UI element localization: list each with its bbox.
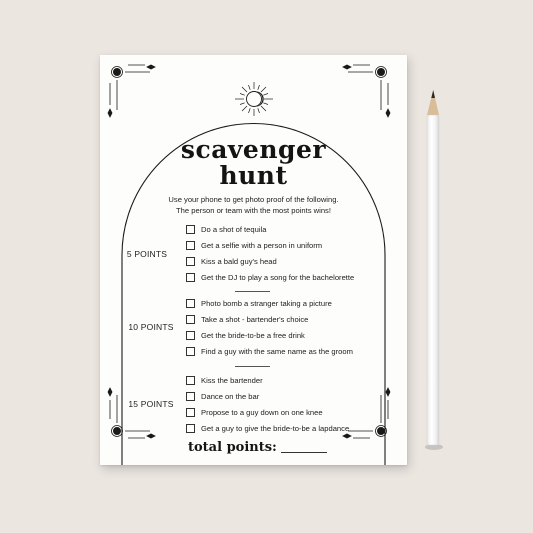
checklist-item[interactable] [186,223,266,235]
item-label: Do a shot of tequila [201,224,267,234]
pencil-lead [431,90,435,98]
total-points [188,440,327,455]
title-line-1: scavenger [180,135,327,164]
checklist-item[interactable] [186,390,259,402]
checkbox[interactable] [186,347,195,356]
title-line-2: hunt [219,161,288,190]
separator [235,291,270,292]
item-label: Get the DJ to play a song for the bachelorette [201,272,355,282]
instructions [100,194,407,216]
separator [235,366,270,367]
item-label: Get the bride-to-be a free drink [201,330,305,340]
checklist-item[interactable] [186,297,332,309]
item-label: Kiss the bartender [201,375,263,385]
item-label: Find a guy with the same name as the groom [201,346,353,356]
item-label: Propose to a guy down on one knee [201,407,323,417]
checklist-item[interactable] [186,422,349,434]
points-label-5: 5 POINTS [126,249,168,259]
total-points-field[interactable] [281,452,327,453]
checklist-item[interactable] [186,406,323,418]
checklist-item[interactable] [186,374,263,386]
checkbox[interactable] [186,376,195,385]
item-label: Dance on the bar [201,391,260,401]
corner-ornament-top-right [343,65,390,117]
item-label: Get a selfie with a person in uniform [201,240,323,250]
corner-ornament-top-left [108,65,155,117]
checkbox[interactable] [186,273,195,282]
corner-ornament-bottom-right [343,388,390,438]
checkbox[interactable] [186,331,195,340]
checkbox[interactable] [186,257,195,266]
checkbox[interactable] [186,424,195,433]
checkbox[interactable] [186,241,195,250]
points-label-15: 15 POINTS [128,399,174,409]
item-label: Take a shot - bartender's choice [201,314,309,324]
checklist-item[interactable] [186,313,308,325]
checklist-item[interactable] [186,329,305,341]
instructions-line-2: The person or team with the most points wins! [176,206,331,215]
checkbox[interactable] [186,315,195,324]
checklist-item[interactable] [186,345,353,357]
checklist-item[interactable] [186,271,354,283]
checklist-item[interactable] [186,255,277,267]
checklist-item[interactable] [186,239,322,251]
checkbox[interactable] [186,392,195,401]
game-card [100,55,407,465]
checkbox[interactable] [186,299,195,308]
item-label: Get a guy to give the bride-to-be a lapdance [201,423,350,433]
corner-ornament-bottom-left [108,388,155,438]
pencil [418,85,448,455]
checkbox[interactable] [186,408,195,417]
item-label: Photo bomb a stranger taking a picture [201,298,332,308]
sun-moon-icon [235,82,273,116]
points-label-10: 10 POINTS [128,322,174,332]
instructions-line-1: Use your phone to get photo proof of the following. [168,195,339,204]
pencil-body [427,115,439,445]
item-label: Kiss a bald guy's head [201,256,277,266]
total-points-label: total points: [188,440,277,455]
checkbox[interactable] [186,225,195,234]
